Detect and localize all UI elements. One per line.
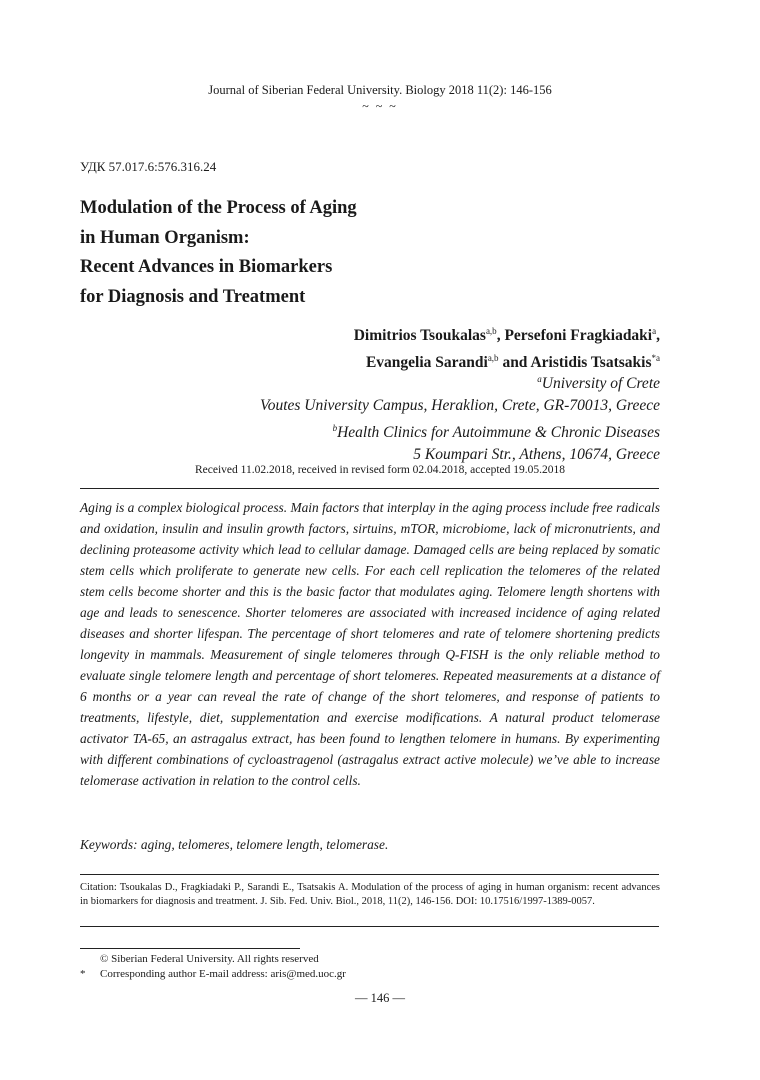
footnote-mark: *	[80, 968, 86, 980]
citation-bottom-rule	[80, 926, 659, 927]
corresponding-footnote	[80, 968, 346, 980]
citation-top-rule	[80, 874, 659, 875]
copyright-footnote	[80, 953, 319, 965]
citation: Citation: Tsoukalas D., Fragkiadaki P., Sarandi E., Tsatsakis A. Modulation of the process of aging in human organism: recent advances in biomarkers for diagnosis and treatment. J. Sib. Fed. Univ. Biol., 2018, 11(2), 146-156. DOI: 10.17516/1997-1389-0057.	[80, 882, 660, 907]
title-line: Recent Advances in Biomarkers	[80, 257, 333, 277]
author-conjunction: and	[498, 354, 531, 372]
copyright-text: © Siberian Federal University. All rights reserved	[100, 953, 319, 965]
affil-mark: a	[537, 374, 542, 384]
affil-name: University of Crete	[541, 375, 660, 393]
author-name: Evangelia Sarandi	[365, 354, 488, 372]
affiliations	[260, 368, 660, 466]
affiliation-a	[260, 368, 660, 395]
author-affil-mark: *a	[651, 353, 660, 364]
author-affil-mark: a	[652, 326, 657, 336]
page-number: — 146 —	[355, 991, 405, 1005]
udk-code: УДК 57.017.6:576.316.24	[80, 159, 217, 174]
title-line: in Human Organism:	[80, 227, 250, 248]
affil-address: Voutes University Campus, Heraklion, Crete, GR-70013, Greece	[259, 397, 660, 415]
corresponding-email: Corresponding author E-mail address: aris@med.uoc.gr	[100, 968, 346, 980]
journal-header: Journal of Siberian Federal University. Biology 2018 11(2): 146-156	[208, 83, 552, 97]
article-title	[80, 194, 357, 312]
author-affil-mark: a,b	[487, 353, 499, 364]
author-line-1	[354, 320, 660, 347]
affil-address: 5 Koumpari Str., Athens, 10674, Greece	[413, 446, 660, 464]
submission-dates: Received 11.02.2018, received in revised form 02.04.2018, accepted 19.05.2018	[194, 464, 566, 476]
affil-name: Health Clinics for Autoimmune & Chronic Diseases	[337, 424, 660, 442]
author-affil-mark: a,b	[485, 326, 497, 336]
header-separator: ~ ~ ~	[362, 99, 398, 113]
title-line: Modulation of the Process of Aging	[80, 198, 357, 218]
abstract-top-rule	[80, 488, 659, 489]
author-separator: ,	[496, 327, 505, 345]
author-separator: ,	[656, 327, 660, 345]
author-list	[354, 320, 660, 374]
title-line: for Diagnosis and Treatment	[80, 286, 306, 307]
affiliation-b	[260, 417, 660, 444]
author-name: Aristidis Tsatsakis	[530, 354, 652, 372]
author-name: Dimitrios Tsoukalas	[353, 327, 486, 345]
keywords: Keywords: aging, telomeres, telomere length, telomerase.	[80, 837, 389, 852]
author-name: Persefoni Fragkiadaki	[504, 327, 653, 345]
abstract: Aging is a complex biological process. Main factors that interplay in the aging process include free radicals and oxidation, insulin and insulin growth factors, sirtuins, mTOR, microbiome, lack of micronutrients, and declining proteasome activity which lead to cellular damage. Damaged cells are being replaced by somatic stem cells which proliferate to generate new cells. For each cell replication the telomeres of the related stem cells become shorter and this is the basic factor that modulates aging. Telomere length shortens with age and leads to senescence. Shorter telomeres are associated with increased incidence of aging related diseases and shorter lifespan. The percentage of short telomeres and rate of telomere shortening predicts longevity in mammals. Measurement of single telomeres through Q-FISH is the only reliable method to evaluate single telomere length and percentage of short telomeres. Repeated measurements at a distance of 6 months or a year can reveal the rate of change of the short telomeres, and response of patients to treatments, lifestyle, diet, supplementation and exercise modifications. A natural product telomerase activator TA-65, an astragalus extract, has been found to lengthen telomere in humans. By experimenting with different combinations of cycloastragenol (astragalus extract active molecule) we’ve able to increase telomerase activation in relation to the control cells.	[80, 500, 660, 788]
footnote-rule	[80, 948, 300, 949]
affil-mark: b	[332, 423, 338, 434]
